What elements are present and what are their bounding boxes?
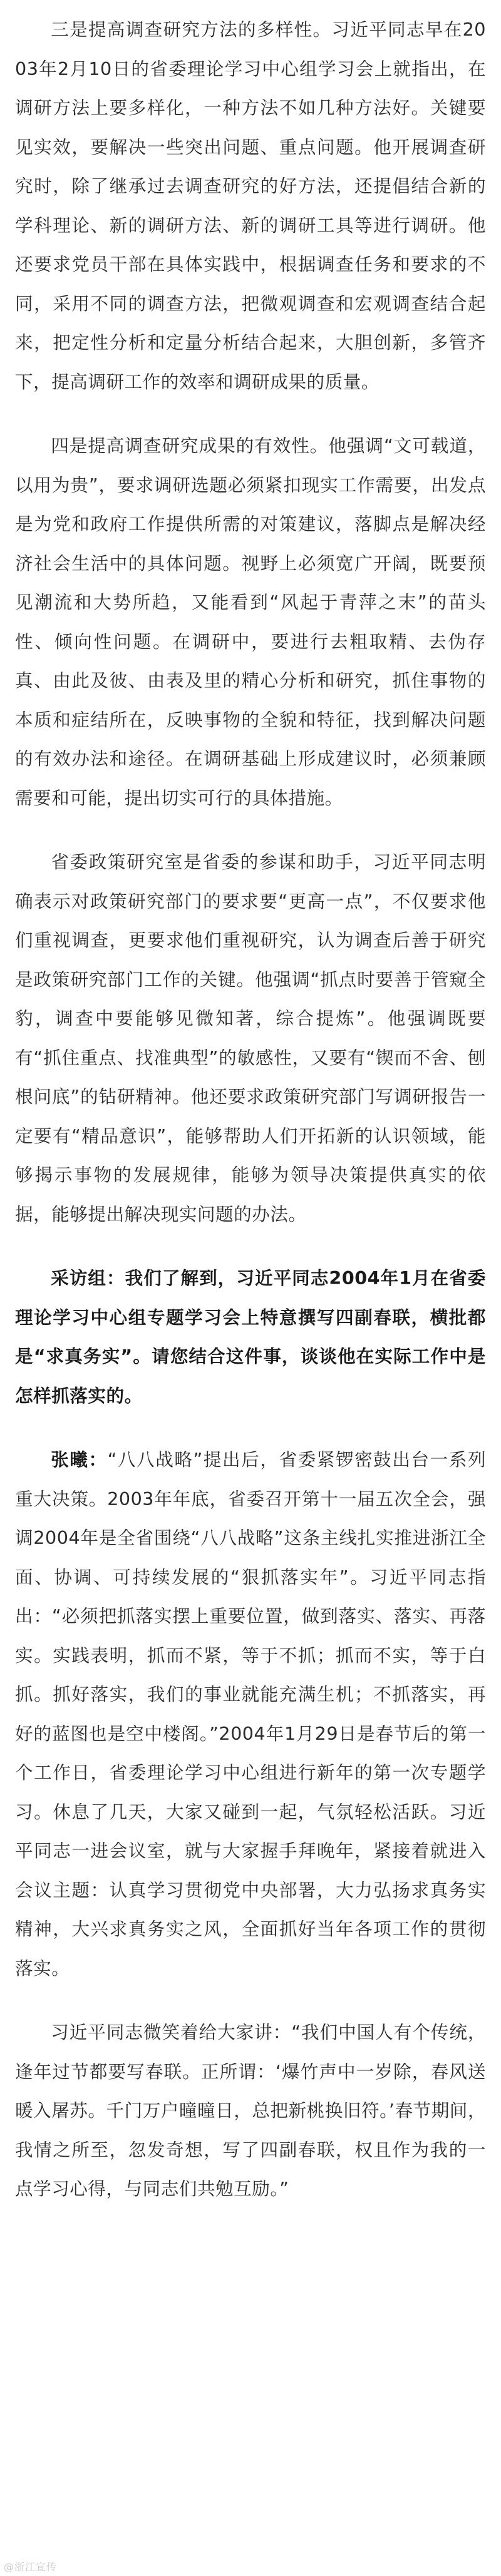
watermark: @浙江宣传 (4, 2561, 58, 2573)
paragraph-research-effectiveness: 四是提高调查研究成果的有效性。他强调“文可载道，以用为贵”，要求调研选题必须紧扣现实工作需要，出发点是为党和政府工作提供所需的对策建议，落脚点是解决经济社会生活中的具体问题。视野上必须宽广开阔，既要预见潮流和大势所趋，又能看到“风起于青萍之末”的苗头性、倾向性问题。在调研中，要进行去粗取精、去伪存真、由此及彼、由表及里的精心分析和研究，抓住事物的本质和症结所在，反映事物的全貌和特征，找到解决问题的有效办法和途径。在调研基础上形成建议时，必须兼顾需要和可能，提出切实可行的具体措施。 (15, 435, 486, 809)
paragraph-gap (15, 1988, 486, 2013)
paragraph-gap (15, 1234, 486, 1259)
paragraph-spring-couplets: 习近平同志微笑着给大家讲：“我们中国人有个传统，逢年过节都要写春联。正所谓：‘爆竹声中一岁除，春风送暖入屠苏。千门万户曈曈日，总把新桃换旧符。’春节期间，我情之所至，忽发奇想，写了四副春联，权且作为我的一点学习心得，与同志们共勉互励。” (15, 2021, 486, 2199)
answer-text: “八八战略”提出后，省委紧锣密鼓出台一系列重大决策。2003年年底，省委召开第十一届五次全会，强调2004年是全省围绕“八八战略”这条主线扎实推进浙江全面、协调、可持续发展的“狠抓落实年”。习近平同志指出：“必须把抓落实摆上重要位置，做到落实、落实、再落实。实践表明，抓而不紧，等于不抓；抓而不实，等于白抓。抓好落实，我们的事业就能充满生机；不抓落实，再好的蓝图也是空中楼阁。”2004年1月29日是春节后的第一个工作日，省委理论学习中心组进行新年的第一次专题学习。休息了几天，大家又碰到一起，气氛轻松活跃。习近平同志一进会议室，就与大家握手拜晚年，紧接着就进入会议主题：认真学习贯彻党中央部署，大力弘扬求真务实精神，大兴求真务实之风，全面抓好当年各项工作的贯彻落实。 (15, 1449, 486, 1979)
paragraph-gap (15, 1415, 486, 1440)
paragraph-gap (15, 401, 486, 426)
paragraph-gap (15, 817, 486, 842)
paragraph-policy-research-office: 省委政策研究室是省委的参谋和助手，习近平同志明确表示对政策研究部门的要求要“更高一点”，不仅要求他们重视调查，更要求他们重视研究，认为调查后善于研究是政策研究部门工作的关键。他强调“抓点时要善于管窥全豹，调查中要能够见微知著，综合提炼”。他强调既要有“抓住重点、找准典型”的敏感性，又要有“锲而不舍、刨根问底”的钻研精神。他还要求政策研究部门写调研报告一定要有“精品意识”，能够帮助人们开拓新的认识领域，能够揭示事物的发展规律，能够为领导决策提供真实的依据，能够提出解决现实问题的办法。 (15, 851, 486, 1225)
answer-speaker: 张曦： (51, 1449, 108, 1470)
paragraph-research-methods: 三是提高调查研究方法的多样性。习近平同志早在2003年2月10日的省委理论学习中心组学习会上就指出，在调研方法上要多样化，一种方法不如几种方法好。关键要见实效，要解决一些突出问题、重点问题。他开展调查研究时，除了继承过去调查研究的好方法，还提倡结合新的学科理论、新的调研方法、新的调研工具等进行调研。他还要求党员干部在具体实践中，根据调查任务和要求的不同，采用不同的调查方法，把微观调查和宏观调查结合起来，把定性分析和定量分析结合起来，大胆创新，多管齐下，提高调研工作的效率和调研成果的质量。 (15, 19, 486, 392)
interview-answer (15, 1440, 486, 1988)
interview-question: 采访组：我们了解到，习近平同志2004年1月在省委理论学习中心组专题学习会上特意撰写四副春联，横批都是“求真务实”。请您结合这件事，谈谈他在实际工作中是怎样抓落实的。 (15, 1267, 486, 1406)
